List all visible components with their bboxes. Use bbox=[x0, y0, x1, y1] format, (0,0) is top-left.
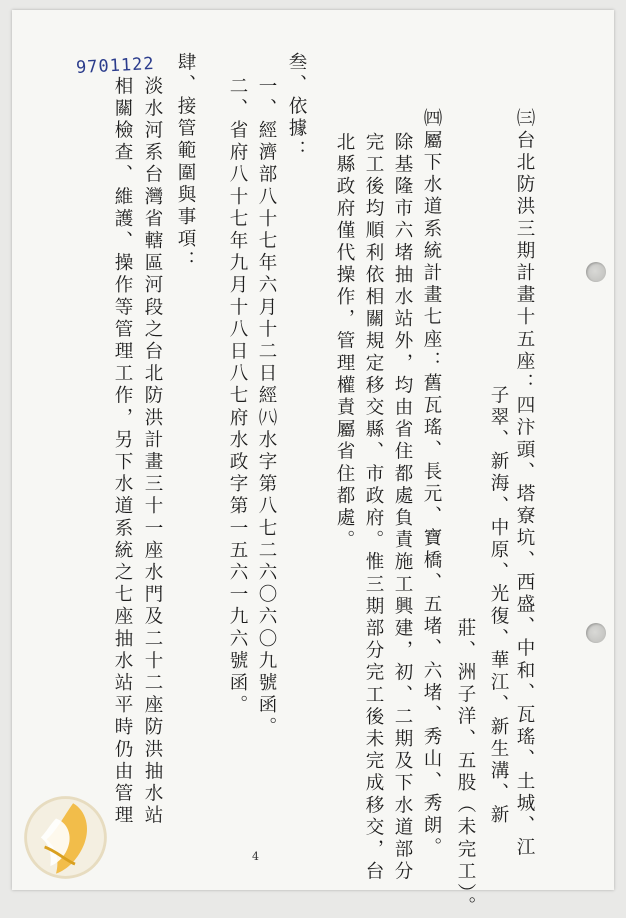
text-column-5: 除基隆市六堵抽水站外，均由省住都處負責施工興建，初、二期及下水道部分 bbox=[392, 132, 413, 884]
text-column-2: 子翠、新海、中原、光復、華江、新生溝、新 bbox=[488, 385, 509, 827]
archive-logo-icon bbox=[18, 790, 113, 885]
basis-item-2: 二、省府八十七年九月十八日八七府水政字第一五六一九六號函。 bbox=[227, 76, 248, 717]
text-column-1: ㈢台北防洪三期計畫十五座：四汴頭、塔寮坑、西盛、中和、瓦瑤、土城、江 bbox=[514, 108, 535, 860]
text-column-4: ㈣屬下水道系統計畫七座：舊瓦瑤、長元、寶橋、五堵、六堵、秀山、秀朗。 bbox=[421, 108, 442, 860]
section-heading-scope: 肆、接管範圍與事項： bbox=[175, 52, 196, 273]
text-column-6: 完工後均順利依相關規定移交縣、市政府。惟三期部分完工後未完成移交，台 bbox=[363, 132, 384, 884]
basis-item-1: 一、經濟部八十七年六月十二日經㈧水字第八七二六〇六〇九號函。 bbox=[256, 76, 277, 739]
text-column-scope-2: 相關檢查、維護、操作等管理工作，另下水道系統之七座抽水站平時仍由管理 bbox=[112, 76, 133, 828]
text-column-3: 莊、洲子洋、五股（未完工）。 bbox=[455, 618, 476, 918]
page-number: 4 bbox=[252, 850, 259, 863]
text-column-scope-1: 淡水河系台灣省轄區河段之台北防洪計畫三十一座水門及二十二座防洪抽水站 bbox=[142, 76, 163, 828]
punch-hole-bottom bbox=[586, 623, 606, 643]
text-column-7: 北縣政府僅代操作，管理權責屬省住都處。 bbox=[334, 132, 355, 552]
document-number-stamp: 9701122 bbox=[75, 53, 156, 79]
punch-hole-top bbox=[586, 262, 606, 282]
section-heading-basis: 叁、依據： bbox=[286, 52, 307, 163]
